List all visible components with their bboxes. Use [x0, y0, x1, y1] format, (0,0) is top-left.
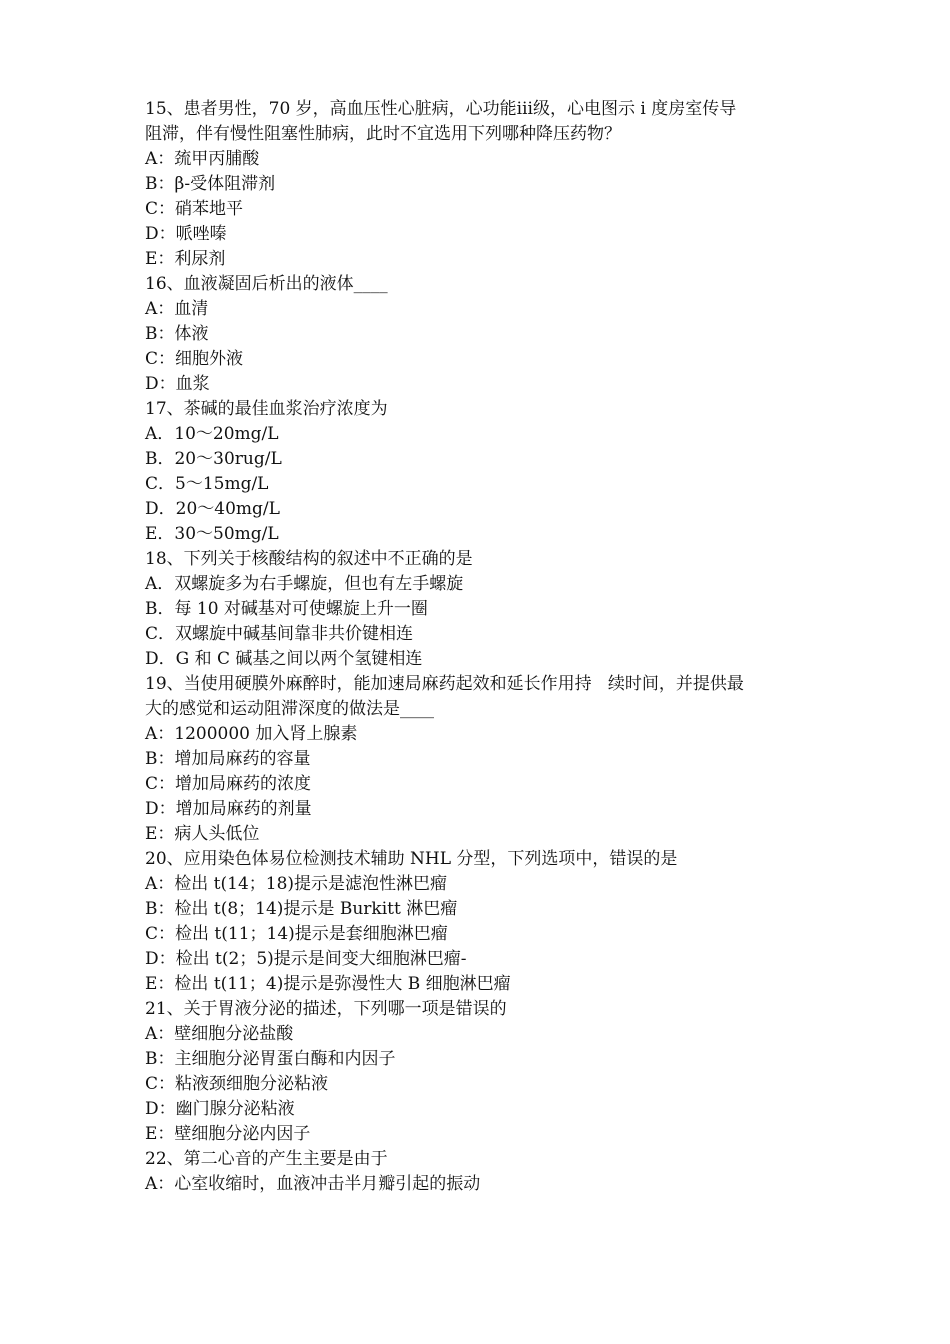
text-line: B．每 10 对碱基对可使螺旋上升一圈 — [145, 599, 428, 619]
text-line: 大的感觉和运动阻滞深度的做法是____ — [145, 699, 434, 719]
text-line: A．10～20mg/L — [145, 424, 279, 444]
text-line: C：硝苯地平 — [145, 199, 244, 219]
text-line: E：利尿剂 — [145, 249, 226, 269]
text-line: C：增加局麻药的浓度 — [145, 774, 312, 794]
question-text-block — [145, 97, 815, 1197]
text-line: C：粘液颈细胞分泌粘液 — [145, 1074, 329, 1094]
text-line: C．5～15mg/L — [145, 474, 269, 494]
text-line: 阻滞，伴有慢性阻塞性肺病，此时不宜选用下列哪种降压药物？ — [145, 124, 621, 144]
text-line: C．双螺旋中碱基间靠非共价键相连 — [145, 624, 414, 644]
text-line: 16、血液凝固后析出的液体____ — [145, 274, 388, 294]
text-line: D：检出 t(2；5)提示是间变大细胞淋巴瘤- — [145, 949, 467, 969]
text-line: D．G 和 C 碱基之间以两个氢键相连 — [145, 649, 423, 669]
text-line: D：增加局麻药的剂量 — [145, 799, 312, 819]
text-line: 15、患者男性，70 岁，高血压性心脏病，心功能ⅲ级，心电图示 i 度房室传导 — [145, 99, 737, 119]
text-line: E：壁细胞分泌内因子 — [145, 1124, 311, 1144]
text-line: B：β-受体阻滞剂 — [145, 174, 276, 194]
text-line: 20、应用染色体易位检测技术辅助 NHL 分型，下列选项中，错误的是 — [145, 849, 678, 869]
text-line: D：幽门腺分泌粘液 — [145, 1099, 295, 1119]
text-line: A：壁细胞分泌盐酸 — [145, 1024, 294, 1044]
text-line: B：主细胞分泌胃蛋白酶和内因子 — [145, 1049, 396, 1069]
text-line: A：1200000 加入肾上腺素 — [145, 724, 358, 744]
text-line: D．20～40mg/L — [145, 499, 280, 519]
text-line: 18、下列关于核酸结构的叙述中不正确的是 — [145, 549, 473, 569]
text-line: B：增加局麻药的容量 — [145, 749, 311, 769]
text-line: B：体液 — [145, 324, 209, 344]
text-line: 22、第二心音的产生主要是由于 — [145, 1149, 388, 1169]
text-line: E：检出 t(11；4)提示是弥漫性大 B 细胞淋巴瘤 — [145, 974, 511, 994]
text-line: 17、茶碱的最佳血浆治疗浓度为 — [145, 399, 388, 419]
text-line: C：检出 t(11；14)提示是套细胞淋巴瘤 — [145, 924, 448, 944]
text-line: D：血浆 — [145, 374, 210, 394]
text-line: A：巯甲丙脯酸 — [145, 149, 260, 169]
text-line: 19、当使用硬膜外麻醉时，能加速局麻药起效和延长作用持 续时间，并提供最 — [145, 674, 744, 694]
text-line: 21、关于胃液分泌的描述，下列哪一项是错误的 — [145, 999, 507, 1019]
text-line: A：检出 t(14；18)提示是滤泡性淋巴瘤 — [145, 874, 448, 894]
text-line: E：病人头低位 — [145, 824, 260, 844]
text-line: C：细胞外液 — [145, 349, 244, 369]
text-line: A：血清 — [145, 299, 209, 319]
text-line: B：检出 t(8；14)提示是 Burkitt 淋巴瘤 — [145, 899, 458, 919]
text-line: A．双螺旋多为右手螺旋，但也有左手螺旋 — [145, 574, 464, 594]
text-line: A：心室收缩时，血液冲击半月瓣引起的振动 — [145, 1174, 481, 1194]
text-line: D：哌唑嗪 — [145, 224, 227, 244]
text-line: B．20～30rug/L — [145, 449, 282, 469]
text-line: E．30～50mg/L — [145, 524, 279, 544]
